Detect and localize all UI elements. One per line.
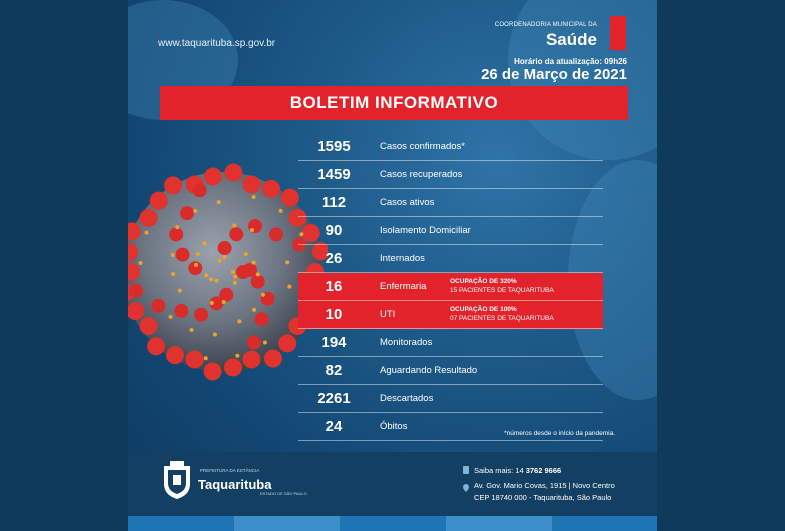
contact-phone[interactable] <box>474 466 561 475</box>
surface-dot <box>214 279 218 283</box>
brand-top: PREFEITURA DA ESTÂNCIA <box>200 468 260 473</box>
statistics-table <box>298 133 603 441</box>
table-row <box>298 301 603 329</box>
stat-label: Casos confirmados* <box>380 141 466 152</box>
stat-value: 1459 <box>317 166 351 183</box>
phone-prefix: Saiba mais: 14 <box>474 466 524 475</box>
spike-protein <box>281 189 299 207</box>
surface-dot <box>237 319 241 323</box>
bottom-stripe <box>128 516 657 531</box>
surface-dot <box>231 270 235 274</box>
occupancy-note <box>450 277 554 295</box>
surface-spike <box>169 227 183 241</box>
surface-dot <box>279 209 283 213</box>
table-row <box>298 217 603 245</box>
department-name: Saúde <box>545 30 597 49</box>
surface-dot <box>252 261 256 265</box>
occupancy-detail: 07 PACIENTES DE TAQUARITUBA <box>450 315 554 322</box>
surface-spike <box>176 248 190 262</box>
spike-protein <box>140 209 158 227</box>
surface-dot <box>213 332 217 336</box>
surface-dot <box>261 293 265 297</box>
surface-dot <box>196 252 200 256</box>
spike-protein <box>242 176 260 194</box>
surface-spike <box>194 308 208 322</box>
spike-protein <box>224 358 242 376</box>
stat-label: Isolamento Domiciliar <box>380 225 471 236</box>
location-pin-icon <box>462 484 470 492</box>
surface-dot <box>217 200 221 204</box>
stat-value: 194 <box>321 334 347 351</box>
bulletin-title: BOLETIM INFORMATIVO <box>160 86 628 120</box>
website-url[interactable]: www.taquarituba.sp.gov.br <box>158 38 276 49</box>
spike-protein <box>204 168 222 186</box>
stat-value: 2261 <box>317 390 351 407</box>
surface-dot <box>252 308 256 312</box>
surface-dot <box>222 300 226 304</box>
surface-spike <box>151 299 165 313</box>
spike-protein <box>204 362 222 380</box>
surface-dot <box>287 285 291 289</box>
surface-dot <box>218 258 222 262</box>
stat-value: 1595 <box>317 138 351 155</box>
surface-spike <box>180 206 194 220</box>
table-row <box>298 329 603 357</box>
surface-dot <box>285 260 289 264</box>
table-row <box>298 273 603 301</box>
brand-bottom: ESTADO DE SÃO PAULO <box>260 491 307 496</box>
stat-value: 90 <box>325 222 343 239</box>
address-line-1: Av. Gov. Mario Covas, 1915 | Novo Centro <box>474 481 615 490</box>
stat-value: 16 <box>325 278 343 295</box>
surface-dot <box>256 272 260 276</box>
stat-value: 10 <box>325 306 343 323</box>
spike-protein <box>278 334 296 352</box>
occupancy-note <box>450 305 554 323</box>
stat-value: 24 <box>325 418 343 435</box>
stat-label: Monitorados <box>380 337 433 348</box>
surface-spike <box>255 312 269 326</box>
spike-protein <box>186 350 204 368</box>
right-margin <box>657 0 785 531</box>
spike-protein <box>242 350 260 368</box>
spike-protein <box>224 164 242 182</box>
surface-dot <box>233 281 237 285</box>
surface-spike <box>174 304 188 318</box>
stat-label: Descartados <box>380 393 434 404</box>
city-crest-icon <box>160 460 194 500</box>
surface-dot <box>244 252 248 256</box>
stat-label: UTI <box>380 309 396 320</box>
red-accent-bar <box>610 16 626 50</box>
surface-dot <box>138 261 142 265</box>
stat-value: 26 <box>325 250 343 267</box>
stat-label: Internados <box>380 253 425 264</box>
surface-spike <box>218 241 232 255</box>
surface-spike <box>248 219 262 233</box>
table-row <box>298 245 603 273</box>
stat-value: 82 <box>325 362 343 379</box>
update-time: Horário da atualização: 09h26 <box>514 57 627 66</box>
surface-dot <box>232 223 236 227</box>
left-margin <box>0 0 128 531</box>
table-row <box>298 385 603 413</box>
spike-protein <box>166 346 184 364</box>
occupancy-title: OCUPAÇÃO DE 320% <box>450 278 517 285</box>
surface-dot <box>235 354 239 358</box>
spike-protein <box>150 192 168 210</box>
surface-dot <box>178 289 182 293</box>
surface-dot <box>171 253 175 257</box>
spike-protein <box>262 180 280 198</box>
surface-dot <box>204 273 208 277</box>
brand-name: Taquarituba <box>198 477 272 492</box>
footnote: *números desde o início da pandemia. <box>504 430 615 437</box>
surface-dot <box>145 231 149 235</box>
surface-dot <box>233 275 237 279</box>
surface-spike <box>269 227 283 241</box>
phone-icon <box>462 466 470 474</box>
surface-dot <box>209 277 213 281</box>
spike-protein <box>164 176 182 194</box>
table-row <box>298 133 603 161</box>
stat-label: Casos recuperados <box>380 169 463 180</box>
stat-label: Enfermaria <box>380 281 427 292</box>
stat-label: Aguardando Resultado <box>380 365 478 376</box>
surface-dot <box>169 315 173 319</box>
stat-label: Casos ativos <box>380 197 435 208</box>
surface-dot <box>263 340 267 344</box>
occupancy-detail: 15 PACIENTES DE TAQUARITUBA <box>450 287 554 294</box>
bulletin-date: 26 de Março de 2021 <box>481 66 627 83</box>
stat-value: 112 <box>321 194 347 211</box>
surface-spike <box>229 227 243 241</box>
spike-protein <box>264 350 282 368</box>
spike-protein <box>147 337 165 355</box>
surface-spike <box>193 183 207 197</box>
phone-number: 3762 9666 <box>525 466 562 475</box>
surface-spike <box>243 263 257 277</box>
surface-spike <box>219 288 233 302</box>
surface-dot <box>210 301 214 305</box>
department-line: COORDENADORIA MUNICIPAL DA <box>494 22 597 28</box>
address-line-2: CEP 18740 000 - Taquarituba, São Paulo <box>474 493 612 502</box>
surface-dot <box>252 195 256 199</box>
surface-dot <box>190 328 194 332</box>
bulletin-poster <box>128 0 657 531</box>
table-row <box>298 161 603 189</box>
surface-dot <box>204 356 208 360</box>
stat-label: Óbitos <box>380 421 408 432</box>
surface-dot <box>175 225 179 229</box>
surface-spike <box>247 336 261 350</box>
surface-dot <box>171 272 175 276</box>
surface-dot <box>250 228 254 232</box>
table-row <box>298 189 603 217</box>
surface-spike <box>129 284 143 298</box>
occupancy-title: OCUPAÇÃO DE 100% <box>450 306 517 313</box>
surface-dot <box>194 263 198 267</box>
table-row <box>298 357 603 385</box>
surface-spike <box>251 275 265 289</box>
surface-dot <box>222 255 226 259</box>
spike-protein <box>140 317 158 335</box>
surface-dot <box>193 209 197 213</box>
surface-dot <box>202 242 206 246</box>
